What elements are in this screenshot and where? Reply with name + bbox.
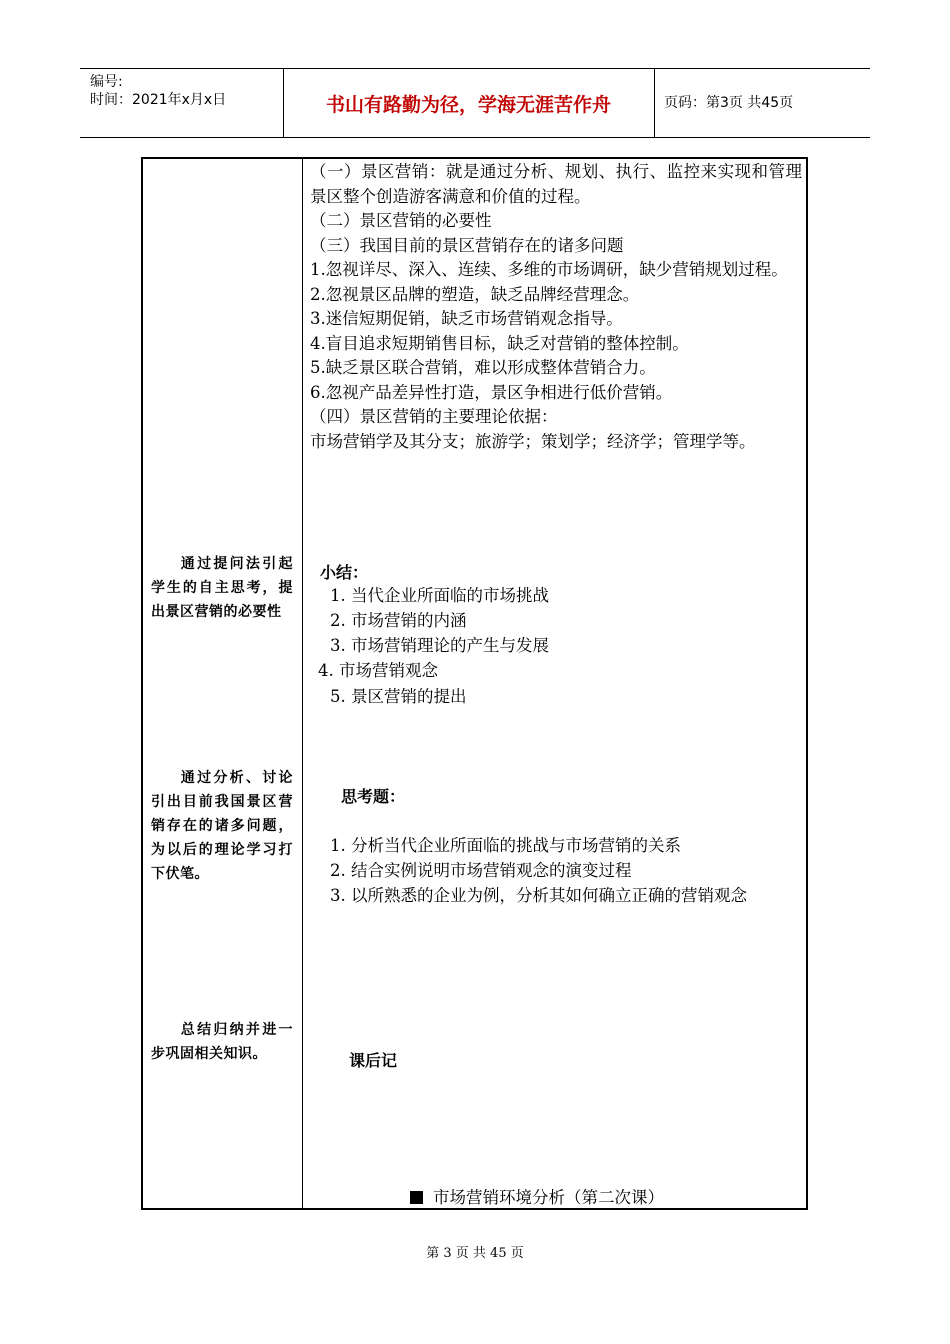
content-paragraph: 1.忽视详尽、深入、连续、多维的市场调研，缺少营销规划过程。 (310, 260, 788, 279)
content-paragraph: 6.忽视产品差异性打造，景区争相进行低价营销。 (310, 382, 673, 402)
teaching-note (151, 1018, 293, 1066)
next-lesson-title: 市场营销环境分析（第二次课） (433, 1188, 664, 1207)
summary-item: 4. 市场营销观念 (318, 661, 438, 680)
teaching-note (151, 552, 293, 624)
content-paragraph: （四）景区营销的主要理论依据： (310, 407, 558, 426)
teaching-note (151, 766, 293, 886)
document-id-label: 编号: (90, 74, 123, 90)
lesson-content (310, 160, 802, 454)
content-paragraph: 2.忽视景区品牌的塑造，缺乏品牌经营理念。 (310, 284, 640, 304)
question-item: 3. 以所熟悉的企业为例，分析其如何确立正确的营销观念 (330, 886, 747, 905)
content-paragraph: 4.盲目追求短期销售目标，缺乏对营销的整体控制。 (310, 333, 689, 353)
header-page-info: 页码：第3页 共45页 (664, 95, 794, 111)
next-lesson-line (410, 1186, 664, 1210)
header-divider (654, 69, 655, 137)
teaching-note-text: 通过提问法引起学生的自主思考，提出景区营销的必要性 (151, 556, 293, 620)
document-time-label: 时间：2021年x月x日 (90, 92, 227, 108)
column-divider (302, 159, 303, 1208)
header-motto: 书山有路勤为径，学海无涯苦作舟 (325, 94, 611, 116)
content-paragraph: （一）景区营销：就是通过分析、规划、执行、监控来实现和管理景区整个创造游客满意和价值的过程。 (310, 162, 802, 206)
summary-item: 3. 市场营销理论的产生与发展 (330, 636, 549, 655)
question-item: 1. 分析当代企业所面临的挑战与市场营销的关系 (330, 836, 681, 855)
summary-title: 小结： (320, 563, 369, 582)
square-bullet-icon (410, 1191, 423, 1204)
teaching-note-text: 总结归纳并进一步巩固相关知识。 (151, 1022, 293, 1062)
question-item: 2. 结合实例说明市场营销观念的演变过程 (330, 861, 632, 880)
summary-item: 2. 市场营销的内涵 (330, 611, 467, 630)
summary-item: 5. 景区营销的提出 (330, 687, 467, 706)
content-paragraph: 市场营销学及其分支；旅游学；策划学；经济学；管理学等。 (310, 431, 756, 451)
content-paragraph: 3.迷信短期促销，缺乏市场营销观念指导。 (310, 309, 623, 328)
summary-item: 1. 当代企业所面临的市场挑战 (330, 586, 549, 605)
questions-title: 思考题： (341, 787, 406, 806)
after-class-title: 课后记 (349, 1051, 398, 1070)
content-paragraph: （三）我国目前的景区营销存在的诸多问题 (310, 235, 624, 255)
page-header (80, 68, 870, 138)
content-paragraph: 5.缺乏景区联合营销，难以形成整体营销合力。 (310, 358, 656, 377)
content-paragraph: （二）景区营销的必要性 (310, 211, 492, 230)
page-footer: 第 3 页 共 45 页 (426, 1246, 524, 1261)
teaching-note-text: 通过分析、讨论引出目前我国景区营销存在的诸多问题，为以后的理论学习打下伏笔。 (151, 770, 293, 882)
